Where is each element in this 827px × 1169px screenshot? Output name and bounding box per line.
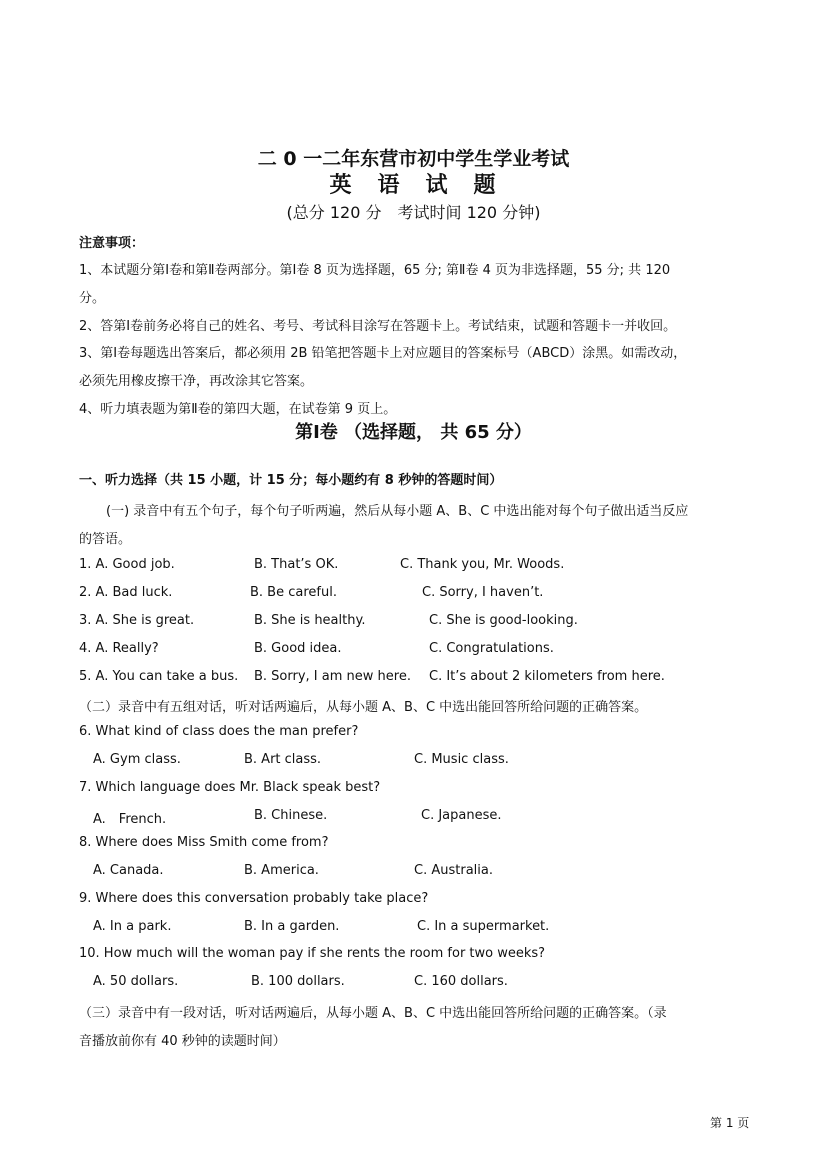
question-2-option-b: B. Be careful. [250, 585, 337, 600]
page-number: 第 1 页 [710, 1116, 750, 1130]
question-10-option-c: C. 160 dollars. [414, 974, 508, 989]
question-5-option-b: B. Sorry, I am new here. [254, 669, 411, 684]
question-7-option-a: A. French. [93, 812, 167, 827]
instruction: 的答语。 [79, 532, 132, 547]
subject-title: 英 语 试 题 [329, 173, 498, 198]
question-8-option-b: B. America. [244, 863, 319, 878]
question-7-stem: 7. Which language does Mr. Black speak best? [79, 780, 381, 795]
question-7-option-c: C. Japanese. [421, 808, 502, 823]
question-6-option-c: C. Music class. [414, 752, 509, 767]
question-8-option-c: C. Australia. [414, 863, 493, 878]
question-10-option-b: B. 100 dollars. [251, 974, 345, 989]
section-title: 第Ⅰ卷 （选择题， 共 65 分） [295, 422, 532, 443]
question-4-option-b: B. Good idea. [254, 641, 342, 656]
instruction: (一) 录音中有五个句子，每个句子听两遍，然后从每小题 A、B、C 中选出能对每个句子做出适当反应 [106, 504, 689, 519]
question-9-option-a: A. In a park. [93, 919, 172, 934]
question-6-stem: 6. What kind of class does the man prefer? [79, 724, 359, 739]
question-3-option-c: C. She is good-looking. [429, 613, 578, 628]
notes-heading: 注意事项： [79, 236, 145, 251]
question-9-stem: 9. Where does this conversation probably take place? [79, 891, 429, 906]
question-9-option-b: B. In a garden. [244, 919, 340, 934]
question-10-option-a: A. 50 dollars. [93, 974, 179, 989]
question-4-option-a: 4. A. Really? [79, 641, 159, 656]
exam-title: 二 0 一二年东营市初中学生学业考试 [257, 148, 570, 170]
note-line: 分。 [79, 291, 106, 306]
question-3-option-b: B. She is healthy. [254, 613, 366, 628]
question-6-option-b: B. Art class. [244, 752, 322, 767]
note-line: 必须先用橡皮擦干净，再改涂其它答案。 [79, 374, 314, 389]
question-10-stem: 10. How much will the woman pay if she rents the room for two weeks? [79, 946, 546, 961]
exam-info: (总分 120 分 考试时间 120 分钟) [286, 203, 541, 222]
question-7-option-b: B. Chinese. [254, 808, 328, 823]
note-line: 2、答第Ⅰ卷前务必将自己的姓名、考号、考试科目涂写在答题卡上。考试结束，试题和答题卡一并收回。 [79, 319, 677, 334]
instruction: （三）录音中有一段对话，听对话两遍后，从每小题 A、B、C 中选出能回答所给问题的正确答案。（录 [79, 1006, 667, 1021]
question-5-option-c: C. It’s about 2 kilometers from here. [429, 669, 665, 684]
note-line: 3、第Ⅰ卷每题选出答案后，都必须用 2B 铅笔把答题卡上对应题目的答案标号（ABCD）涂黑。如需改动， [79, 346, 687, 361]
question-6-option-a: A. Gym class. [93, 752, 181, 767]
note-line: 4、听力填表题为第Ⅱ卷的第四大题，在试卷第 9 页上。 [79, 402, 397, 417]
question-1-option-b: B. That’s OK. [254, 557, 339, 572]
instruction: 音播放前你有 40 秒钟的读题时间） [79, 1034, 286, 1049]
note-line: 1、本试题分第Ⅰ卷和第Ⅱ卷两部分。第Ⅰ卷 8 页为选择题，65 分; 第Ⅱ卷 4 页为非选择题，55 分; 共 120 [79, 263, 671, 278]
question-1-option-c: C. Thank you, Mr. Woods. [400, 557, 565, 572]
question-1-option-a: 1. A. Good job. [79, 557, 175, 572]
question-3-option-a: 3. A. She is great. [79, 613, 195, 628]
question-2-option-c: C. Sorry, I haven’t. [422, 585, 544, 600]
question-4-option-c: C. Congratulations. [429, 641, 554, 656]
question-8-option-a: A. Canada. [93, 863, 164, 878]
question-9-option-c: C. In a supermarket. [417, 919, 550, 934]
question-8-stem: 8. Where does Miss Smith come from? [79, 835, 329, 850]
part-heading: 一、听力选择（共 15 小题，计 15 分；每小题约有 8 秒钟的答题时间） [79, 473, 503, 488]
question-2-option-a: 2. A. Bad luck. [79, 585, 173, 600]
instruction: （二）录音中有五组对话，听对话两遍后，从每小题 A、B、C 中选出能回答所给问题的正确答案。 [79, 700, 648, 715]
question-5-option-a: 5. A. You can take a bus. [79, 669, 239, 684]
